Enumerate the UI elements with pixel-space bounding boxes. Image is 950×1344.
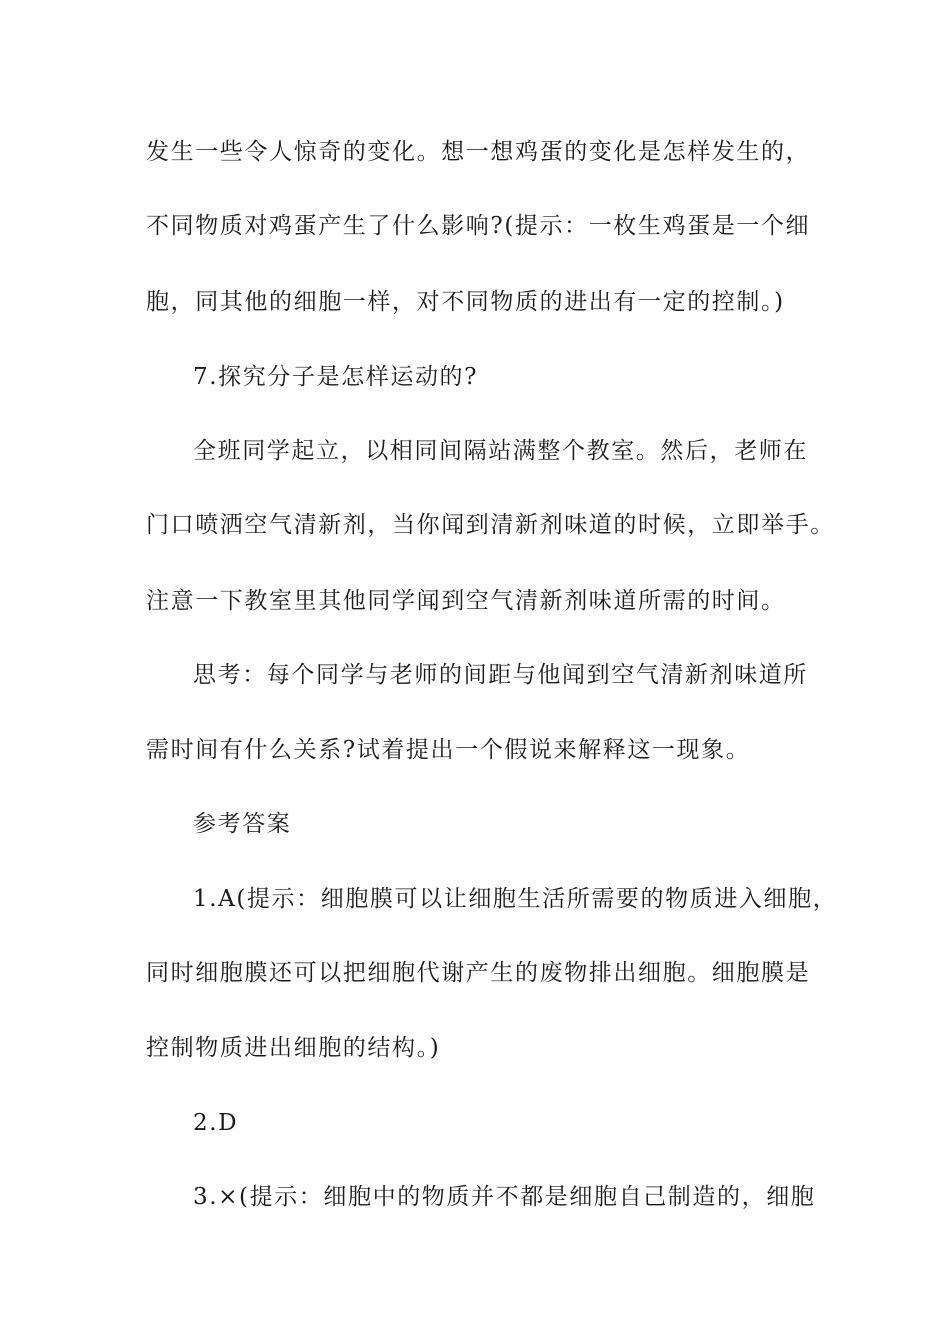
text-line: 思考：每个同学与老师的间距与他闻到空气清新剂味道所 <box>193 662 808 688</box>
answer-item: 2.D <box>193 1110 239 1136</box>
text-line: 发生一些令人惊奇的变化。想一想鸡蛋的变化是怎样发生的， <box>146 139 811 165</box>
text-line: 胞，同其他的细胞一样，对不同物质的进出有一定的控制。) <box>146 289 785 315</box>
text-line: 不同物质对鸡蛋产生了什么影响?(提示：一枚生鸡蛋是一个细 <box>146 213 811 239</box>
text-line: 门口喷洒空气清新剂，当你闻到清新剂味道的时候，立即举手。 <box>146 512 835 538</box>
question-heading: 7.探究分子是怎样运动的? <box>193 364 479 390</box>
text-line: 同时细胞膜还可以把细胞代谢产生的废物排出细胞。细胞膜是 <box>146 960 811 986</box>
text-line: 需时间有什么关系?试着提出一个假说来解释这一现象。 <box>146 737 751 763</box>
answer-item: 3.×(提示：细胞中的物质并不都是细胞自己制造的，细胞 <box>193 1184 816 1210</box>
text-line: 全班同学起立，以相同间隔站满整个教室。然后，老师在 <box>193 438 808 464</box>
text-line: 控制物质进出细胞的结构。) <box>146 1035 441 1061</box>
text-line: 注意一下教室里其他同学闻到空气清新剂味道所需的时间。 <box>146 588 786 614</box>
answers-heading: 参考答案 <box>193 811 292 837</box>
answer-item: 1.A(提示：细胞膜可以让细胞生活所需要的物质进入细胞， <box>193 886 838 912</box>
